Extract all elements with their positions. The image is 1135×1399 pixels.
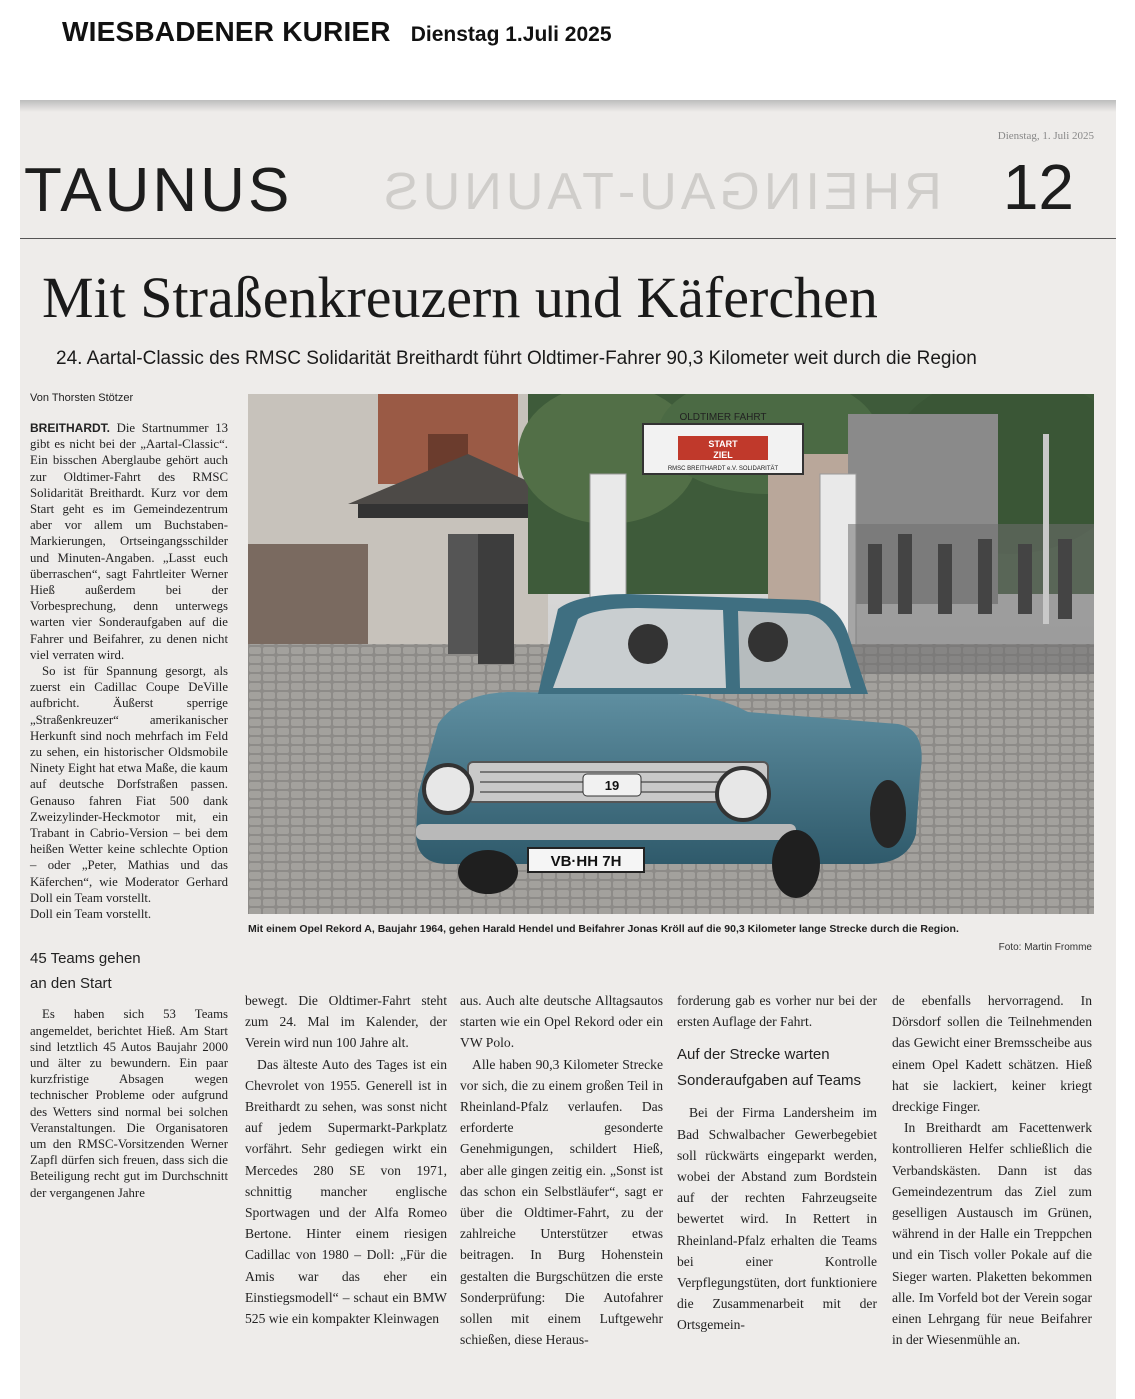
photo-caption: Mit einem Opel Rekord A, Baujahr 1964, gehen Harald Hendel und Beifahrer Jonas Kröll auf die 90,3 Kilometer lange Strecke durch die Region. [248,923,959,935]
article-column-2 [245,990,447,1329]
article-subheadline: 24. Aartal-Classic des RMSC Solidarität Breithardt führt Oldtimer-Fahrer 90,3 Kilometer weit durch die Region [56,348,977,369]
paragraph: forderung gab es vorher nur bei der ersten Auflage der Fahrt. [677,993,877,1030]
edition-date: Dienstag 1.Juli 2025 [410,23,612,46]
paragraph-repeat: Doll ein Team vorstellt. [30,907,152,922]
photo-credit: Foto: Martin Fromme [998,942,1092,953]
sign-start-text: START [708,439,738,449]
article-column-1 [30,420,228,1201]
lead-paragraph: BREITHARDT. Die Startnummer 13 gibt es nicht bei der „Aartal-Classic“. Ein bisschen Aberglaube gehört auch zur Oldtimer-Fahrt des RMSC Solidarität Breithardt. Kurz vor dem Start geht es im Gemeindezentrum aber vor allem um Buchstaben-Markierungen, Ortseingangsschilder und Minuten-Angaben. „Lasst euch überraschen“, sagt Fahrtleiter Werner Hieß außerdem bei der Vorbesprechung, denn unterwegs warten vier Sonderaufgaben auf die Fahrer und Beifahrer, zu denen nicht viel verraten wird. [30,421,228,662]
newspaper-name: WIESBADENER KURIER [62,16,391,47]
license-plate: VB·HH 7H [550,853,622,870]
subheading: Auf der Strecke warten Sonderaufgaben auf Teams [677,1046,862,1090]
paragraph: Bei der Firma Landersheim im Bad Schwalbacher Gewerbegebiet soll rückwärts eingeparkt werden, wobei der Abstand zum Bordstein auf der rechten Fahrzeugseite bewertet wird. In Rettert in Rheinland-Pfalz erhalten die Teams bei einer Kontrolle Verpflegungstüten, dort funktioniere die Zusammenarbeit mit der Ortsgemein- [677,1105,877,1333]
page-number: 12 [1002,151,1074,223]
subheading: 45 Teams gehen an den Start [30,950,141,993]
paragraph: aus. Auch alte deutsche Alltagsautos starten wie ein Opel Rekord oder ein VW Polo. [460,993,663,1051]
sign-arch-text: OLDTIMER FAHRT [679,412,767,423]
paragraph: Es haben sich 53 Teams angemeldet, berichtet Hieß. Am Start sind letztlich 45 Autos Baujahr 2000 und älter zu bewundern. Ein paar kurzfristige Absagen wegen technischer Probleme oder aufgrund des Wetters sind normal bei solchen Veranstaltungen. Die Organisatoren um den RMSC-Vorsitzenden Werner Zapfl dürfen sich freuen, dass sich die Beteiligung recht gut im Durchschnitt der vergangenen Jahre [30,1007,228,1200]
section-rule [20,238,1116,239]
paragraph: So ist für Spannung gesorgt, als zuerst ein Cadillac Coupe DeVille aufbricht. Äußerst sperrige „Straßenkreuzer“ amerikanischer Herkunft sind noch mehrfach im Feld zu sehen, ein historischer Oldsmobile Ninety Eight hat etwa Maße, die kaum auf deutsche Dorfstraßen passen. Genauso fahren Fiat 500 dank Zweizylinder-Heckmotor mit, ein Trabant in Cabrio-Version – bei dem heißen Wetter keine schlechte Option – oder „Peter, Mathias und das Käferchen“, wie Moderator Gerhard Doll ein Team vorstellt. [30,664,228,905]
paragraph: In Breithardt am Facettenwerk kontrollieren Helfer schließlich die Verbandskästen. Dann ist das Gemeindezentrum das Ziel zum geselligen Austausch im Grünen, während in der Halle ein Treppchen und ein Tisch voller Pokale auf die Sieger warten. Plaketten bekommen alle. Im Vorfeld bot der Verein sogar einen Lehrgang für neue Beifahrer in der Wiesenmühle an. [892,1120,1092,1348]
article-column-5 [892,990,1092,1350]
start-number-plate: 19 [604,778,620,793]
sign-ziel-text: ZIEL [713,450,733,460]
print-date: Dienstag, 1. Juli 2025 [997,130,1094,142]
scan-shadow [20,100,1116,112]
newspaper-clipping [20,100,1116,1399]
masthead [62,16,612,56]
paragraph: de ebenfalls hervorragend. In Dörsdorf sollen die Teilnehmenden das Gewicht einer Bremsscheibe aus einem Opel Kadett schätzen. Hieß hat sie lackiert, keiner kriegt dreckige Finger. [892,993,1092,1115]
paragraph: Das älteste Auto des Tages ist ein Chevrolet von 1955. Generell ist in Breithardt zu sehen, was sonst nicht auf jedem Supermarkt-Parkplatz vorfährt. Sehr gediegen wirkt ein Mercedes 280 SE von 1971, schnittig mancher englische Sportwagen und der Alfa Romeo Bertone. Hinter einem riesigen Cadillac von 1980 – Doll: „Für die Amis war das eher ein Einstiegsmodell“ – schaut ein BMW 525 wie ein kompakter Kleinwagen [245,1056,447,1327]
article-column-3 [460,990,663,1350]
article-headline: Mit Straßenkreuzern und Käferchen [42,265,878,330]
dateline: BREITHARDT. [30,421,110,435]
sign-club-text: RMSC BREITHARDT e.V. SOLIDARITÄT [667,466,779,472]
article-column-4 [677,990,877,1336]
section-title: TAUNUS [24,156,293,225]
bleed-through-text: RHEINGAU-TAUNUS [380,163,942,221]
byline: Von Thorsten Stötzer [30,392,134,404]
article-photo [248,394,1094,914]
paragraph: bewegt. Die Oldtimer-Fahrt steht zum 24. Mal im Kalender, der Verein wird nun 100 Jahre alt. [245,993,447,1051]
paragraph: Alle haben 90,3 Kilometer Strecke vor sich, die zu einem großen Teil in Rheinland-Pfalz verlaufen. Das erforderte gesonderte Genehmigungen, schildert Hieß, aber alle gingen zeitig ein. „Sonst ist das schon ein Selbstläufer“, sagt er über die Oldtimer-Fahrt, zu der zahlreiche Unterstützer etwas beitragen. In Burg Hohenstein gestalten die Burgschützen die erste Sonderprüfung: Die Autofahrer sollen mit einem Luftgewehr schießen, diese Heraus- [460,1056,663,1348]
